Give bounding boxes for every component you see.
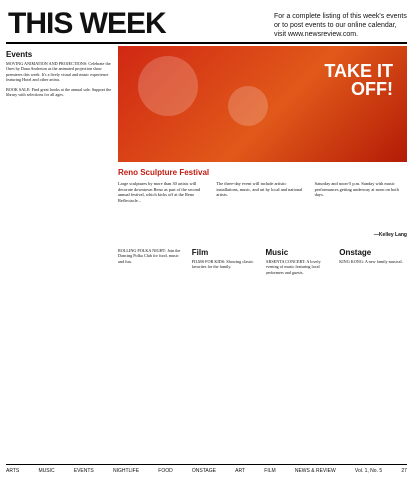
listings-grid <box>118 244 407 458</box>
footer-arts[interactable]: ARTS <box>6 468 20 474</box>
left-column <box>6 46 114 458</box>
hero-image <box>118 46 407 162</box>
footer-art[interactable]: ART <box>235 468 246 474</box>
grid-text-3: KING KONG: A new family musical. <box>339 259 403 264</box>
grid-section-0 <box>118 244 186 458</box>
footer <box>6 464 407 477</box>
left-heading-0: Events <box>6 50 33 59</box>
tagline: For a complete listing of this week's events or to post events to our online calendar, visit www.newsreview.com. <box>274 13 407 38</box>
grid-heading-1: Film <box>191 248 209 257</box>
left-text-1: BOOK SALE: Find great books at the annual sale. Support the library with selections for all ages. <box>6 86 112 98</box>
logo: THIS WEEK <box>8 7 166 40</box>
grid-text-0: ROLLING POLKA NIGHT: Join the Dancing Polka Club for food, music and fun. <box>118 248 181 264</box>
footer-film[interactable]: FILM <box>264 468 276 474</box>
footer-food[interactable]: FOOD <box>158 468 173 474</box>
footer-onstage[interactable]: ONSTAGE <box>191 468 216 474</box>
grid-heading-2: Music <box>265 248 289 257</box>
footer-nightlife[interactable]: NIGHTLIFE <box>112 468 140 474</box>
left-section-1 <box>6 87 114 98</box>
footer-issue: Vol. 1, No. 5 <box>354 468 383 474</box>
footer-events[interactable]: EVENTS <box>73 468 94 474</box>
feature-article <box>118 168 407 238</box>
grid-text-1: FILMS FOR KIDS: Showing classic favorites for the family. <box>191 259 254 270</box>
footer-page: 27 <box>401 468 407 474</box>
grid-section-2 <box>266 244 334 458</box>
grid-section-3 <box>339 244 407 458</box>
decorative-circle <box>228 86 268 126</box>
hero-title: TAKE IT OFF! <box>324 61 393 99</box>
byline: —Kelley Lang <box>373 232 407 238</box>
article-headline: Reno Sculpture Festival <box>118 168 210 177</box>
article-para-1: The three-day event will include artistic installations, music, and art by local and national artists. <box>216 181 303 198</box>
grid-text-2: ARSENTA CONCERT: A lovely evening of music featuring local performers and guests. <box>265 259 321 275</box>
footer-site: NEWS & REVIEW <box>294 468 336 474</box>
grid-heading-3: Onstage <box>339 248 372 257</box>
header <box>6 6 407 44</box>
decorative-circle <box>138 56 198 116</box>
article-para-2: Saturday and noon-5 p.m. Sunday with music performances getting underway at noon on both days. <box>314 181 399 198</box>
grid-section-1 <box>192 244 260 458</box>
article-para-0: Large sculptures by more than 30 artists will decorate downtown Reno as part of the second annual festival, which kicks off at the Reno Reflectacle... <box>118 181 201 203</box>
footer-music[interactable]: MUSIC <box>38 468 55 474</box>
left-text-0: MOVING ANIMATION AND PROJECTIONS: Celebrate the Ones by Dana Anderson as the animated projection show premieres this week. It's a lively visual and music experience featuring Hotel and other artists. <box>6 61 111 83</box>
left-section-0 <box>6 50 114 83</box>
